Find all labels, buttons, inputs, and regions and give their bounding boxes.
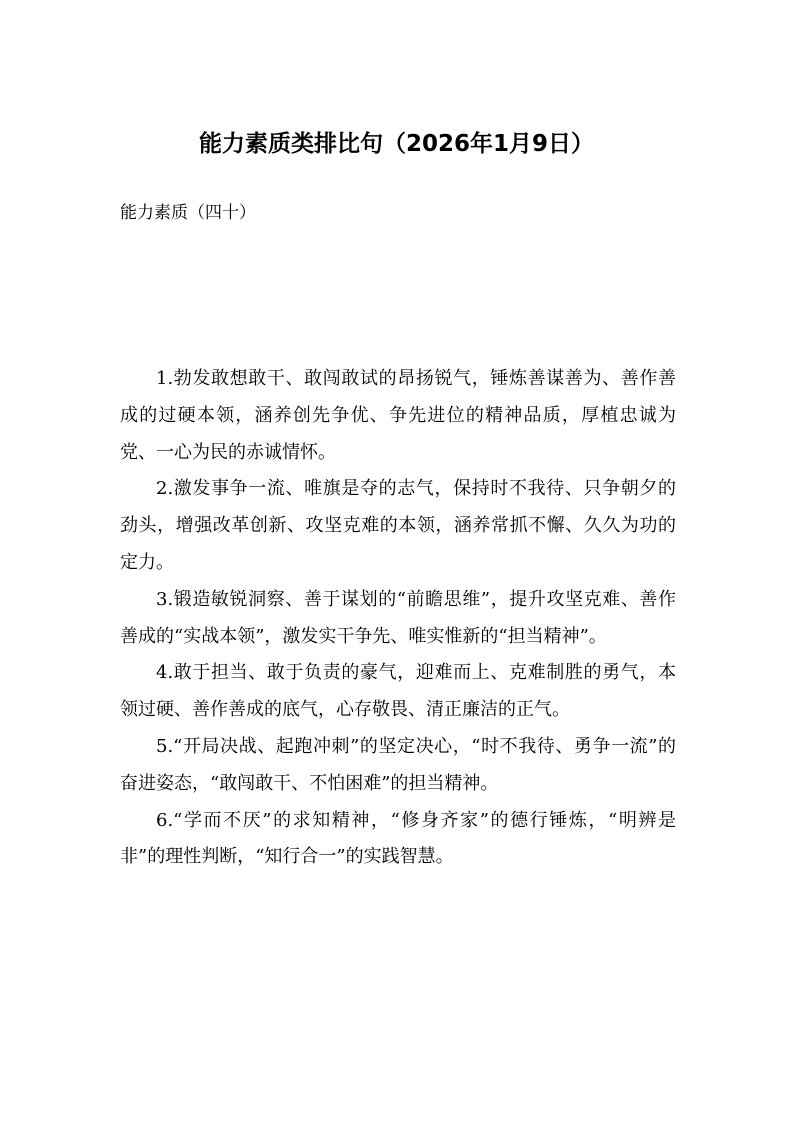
paragraph-6: 6.“学而不厌”的求知精神，“修身齐家”的德行锤炼，“明辨是非”的理性判断，“知行合一”的实践智慧。 [120, 809, 676, 868]
paragraph-5: 5.“开局决战、起跑冲刺”的坚定决心，“时不我待、勇争一流”的奋进姿态，“敢闯敢干、不怕困难”的担当精神。 [120, 735, 676, 794]
paragraph-1: 1.勃发敢想敢干、敢闯敢试的昂扬锐气，锤炼善谋善为、善作善成的过硬本领，涵养创先争优、争先进位的精神品质，厚植忠诚为党、一心为民的赤诚情怀。 [120, 368, 676, 463]
document-title: 能力素质类排比句（2026年1月9日） [198, 131, 595, 157]
document-body [120, 361, 676, 876]
document-subtitle: 能力素质（四十） [120, 203, 256, 223]
paragraph-3: 3.锻造敏锐洞察、善于谋划的“前瞻思维”，提升攻坚克难、善作善成的“实战本领”，激发实干争先、唯实惟新的“担当精神”。 [120, 588, 676, 647]
paragraph-2: 2.激发事争一流、唯旗是夺的志气，保持时不我待、只争朝夕的劲头，增强改革创新、攻坚克难的本领，涵养常抓不懈、久久为功的定力。 [120, 478, 676, 573]
paragraph-4: 4.敢于担当、敢于负责的豪气，迎难而上、克难制胜的勇气，本领过硬、善作善成的底气，心存敬畏、清正廉洁的正气。 [120, 662, 676, 721]
